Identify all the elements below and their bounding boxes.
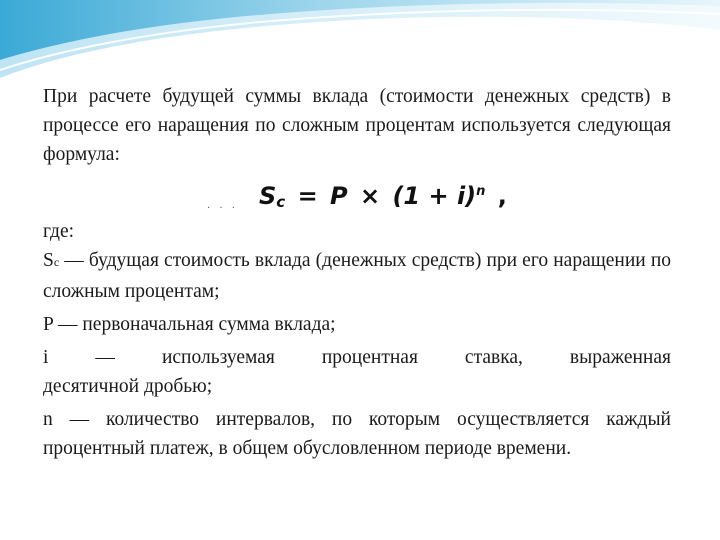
content bbox=[43, 82, 671, 463]
definition-n-text: — количество интервалов, по которым осуществляется каждый процентный платеж, в общем обусловленном периоде времени. bbox=[43, 409, 671, 459]
definition-sc-text: — будущая стоимость вклада (денежных средств) при его наращении по сложным процентам; bbox=[43, 250, 671, 302]
definition-sc-symbol: S bbox=[43, 250, 54, 271]
formula-exp: n bbox=[476, 184, 486, 199]
compound-interest-formula bbox=[259, 175, 511, 219]
formula-p: P bbox=[330, 182, 348, 210]
where-label: где: bbox=[43, 221, 75, 242]
definition-i-text-line1: — используемая процентная ставка, выраженная bbox=[48, 347, 671, 368]
formula-end: , bbox=[497, 182, 507, 210]
definition-i-symbol: i bbox=[43, 347, 49, 368]
formula-times: × bbox=[359, 182, 381, 210]
formula-eq: = bbox=[297, 182, 318, 210]
intro-paragraph: При расчете будущей суммы вклада (стоимости денежных средств) в процессе его наращения по сложным процентам используется следующая формула: bbox=[43, 86, 671, 165]
formula-artifact-dots: . . . bbox=[207, 200, 238, 211]
formula-lhs: S bbox=[259, 182, 277, 210]
formula-lhs-sub: c bbox=[276, 193, 286, 211]
definition-i-line2: десятичной дробью; bbox=[43, 376, 213, 397]
definition-p bbox=[43, 310, 671, 339]
definition-p-text: — первоначальная сумма вклада; bbox=[53, 314, 336, 335]
formula-paren: (1 + i) bbox=[392, 182, 477, 210]
formula-row bbox=[43, 173, 671, 215]
definition-p-symbol: P bbox=[43, 314, 54, 335]
header-wave-decoration bbox=[0, 0, 720, 90]
definition-n-symbol: n bbox=[43, 409, 53, 430]
definition-sc-symbol-sub: c bbox=[53, 255, 60, 269]
definition-sc bbox=[43, 246, 671, 306]
definition-n bbox=[43, 405, 671, 463]
definition-i-line1 bbox=[43, 343, 671, 372]
